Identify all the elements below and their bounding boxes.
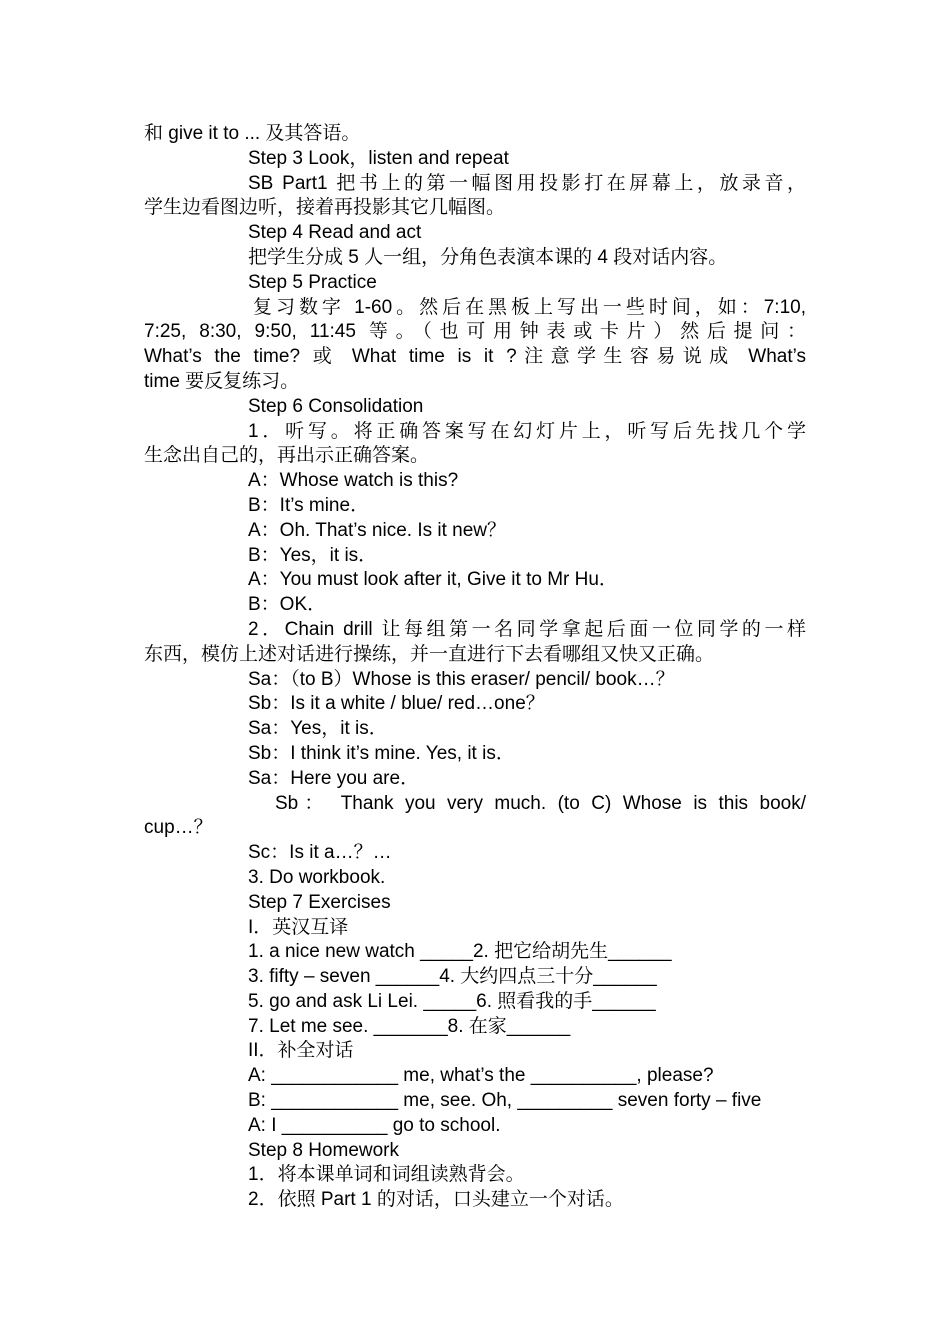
text-line: 1．将本课单词和词组读熟背会。 [248, 1164, 525, 1186]
dialogue-line: Sb：I think it’s mine. Yes, it is． [248, 742, 515, 764]
exercise-line: A: I __________ go to school. [248, 1114, 501, 1136]
step-heading: Step 8 Homework [248, 1139, 400, 1161]
step-heading: Step 4 Read and act [248, 222, 422, 244]
exercise-line: 1. a nice new watch _____2. 把它给胡先生______ [248, 941, 672, 963]
exercise-line: 7. Let me see. _______8. 在家______ [248, 1015, 571, 1037]
text-line: time 要反复练习。 [144, 370, 300, 392]
text-line: 1．听写。将正确答案写在幻灯片上，听写后先找几个学 [248, 420, 806, 442]
dialogue-line: B：OK． [248, 594, 327, 616]
dialogue-line: A：Oh. That’s nice. Is it new？ [248, 519, 507, 541]
dialogue-line: A：You must look after it, Give it to Mr Hu． [248, 569, 618, 591]
section-heading: I．英汉互译 [248, 916, 349, 938]
text-line: 学生边看图边听，接着再投影其它几幅图。 [144, 197, 506, 219]
section-heading: II．补全对话 [248, 1040, 354, 1062]
step-heading: Step 7 Exercises [248, 891, 391, 913]
text-line: 和 give it to ... 及其答语。 [144, 123, 361, 144]
dialogue-line: Sa：Here you are． [248, 767, 420, 789]
text-line: 2．Chain drill 让每组第一名同学拿起后面一位同学的一样 [248, 618, 806, 640]
text-line: 复习数字 1-60。然后在黑板上写出一些时间，如：7:10, [253, 296, 806, 318]
text-line: 3. Do workbook. [248, 866, 386, 888]
text-line: 把学生分成 5 人一组，分角色表演本课的 4 段对话内容。 [248, 246, 728, 268]
step-heading: Step 3 Look，listen and repeat [248, 147, 509, 169]
text-line: 生念出自己的，再出示正确答案。 [144, 445, 430, 467]
text-line: 东西，模仿上述对话进行操练，并一直进行下去看哪组又快又正确。 [144, 643, 715, 665]
dialogue-line: A：Whose watch is this? [248, 470, 459, 492]
dialogue-line: Sa：Yes，it is． [248, 718, 388, 740]
text-line: 7:25, 8:30, 9:50, 11:45 等。（也可用钟表或卡片）然后提问： [144, 321, 806, 343]
dialogue-line: Sa：（to B）Whose is this eraser/ pencil/ book…？ [248, 668, 675, 690]
document-page [144, 122, 806, 1213]
text-line: SB Part1 把书上的第一幅图用投影打在屏幕上，放录音， [248, 172, 806, 194]
text-line: 2．依照 Part 1 的对话，口头建立一个对话。 [248, 1189, 624, 1211]
dialogue-line: B：Yes，it is． [248, 544, 378, 566]
dialogue-line: Sb： Thank you very much. (to C) Whose is this book/ [275, 792, 806, 814]
exercise-line: B: ____________ me, see. Oh, _________ seven forty – five [248, 1090, 762, 1112]
exercise-line: 5. go and ask Li Lei. _____6. 照看我的手______ [248, 990, 656, 1012]
dialogue-line: cup…？ [144, 817, 213, 839]
dialogue-line: B：It’s mine． [248, 494, 370, 516]
exercise-line: A: ____________ me, what’s the __________, please? [248, 1065, 714, 1087]
dialogue-line: Sb：Is it a white / blue/ red…one？ [248, 693, 545, 715]
step-heading: Step 6 Consolidation [248, 395, 424, 417]
exercise-line: 3. fifty – seven ______4. 大约四点三十分______ [248, 966, 657, 988]
text-line: What’s the time? 或 What time is it ?注意学生容易说成 What’s [144, 346, 806, 368]
dialogue-line: Sc：Is it a…？… [248, 842, 392, 864]
step-heading: Step 5 Practice [248, 271, 377, 293]
